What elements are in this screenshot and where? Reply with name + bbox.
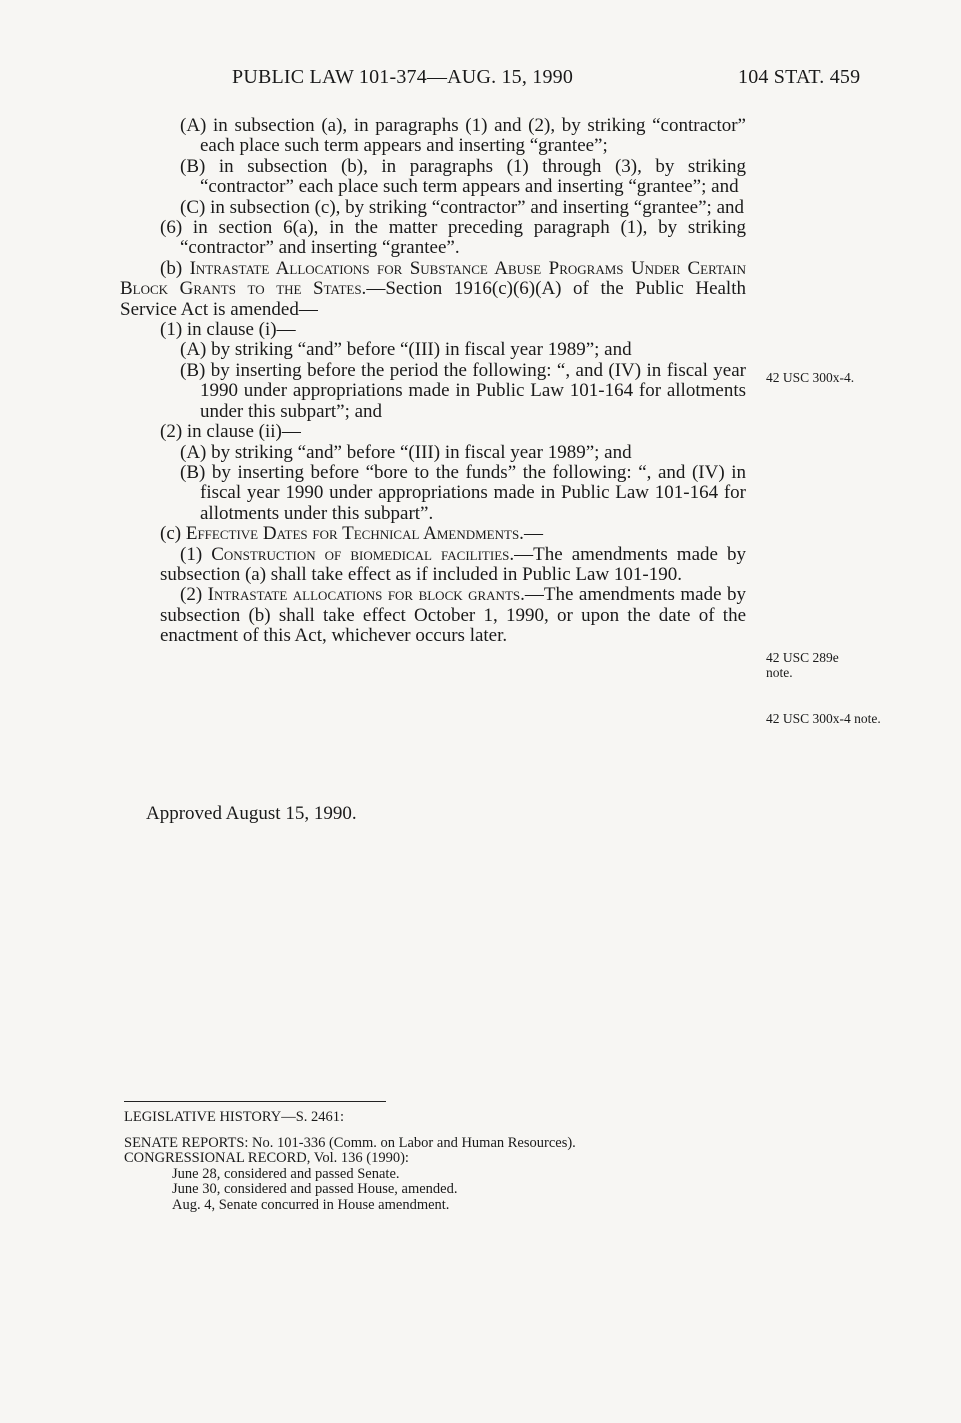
history-entry: June 30, considered and passed House, amended. (172, 1181, 458, 1197)
section-c-1-text: —The amendments made by subsection (a) shall take effect as if included in Public Law 101-190. (160, 543, 747, 585)
paragraph-A-subsection-a: (A) in subsection (a), in paragraphs (1) and (2), by striking “contractor” each place such term appears and inserting “grantee”; (180, 115, 746, 157)
clause-ii-A: (A) by striking “and” before “(III) in fiscal year 1989”; and (180, 441, 632, 463)
paragraph-B-subsection-b: (B) in subsection (b), in paragraphs (1) through (3), by striking “contractor” each place such term appears and inserting “grantee”; and (180, 155, 746, 198)
paragraph-6: (6) in section 6(a), in the matter preceding paragraph (1), by striking “contractor” and inserting “grantee”. (160, 217, 746, 259)
section-c-1 (120, 545, 746, 586)
clause-ii-B: (B) by inserting before “bore to the funds” the following: “, and (IV) in fiscal year 1990 under appropriations made in Public Law 101-164 for allotments under this subpart”. (180, 461, 746, 524)
section-c-prefix: (c) (160, 523, 186, 545)
approval-date: Approved August 15, 1990. (146, 803, 357, 824)
section-c-heading: Effective Dates for Technical Amendments. (185, 523, 524, 545)
section-c-2-prefix: (2) (180, 584, 208, 606)
section-c-2-text: —The amendments made by subsection (b) shall take effect October 1, 1990, or upon the date of the enactment of this Act, whichever occurs later. (160, 584, 747, 647)
section-b-prefix: (b) (160, 257, 190, 279)
page-number: 104 STAT. 459 (738, 66, 861, 88)
statute-body (120, 116, 746, 647)
section-c-2 (120, 585, 746, 646)
section-b (120, 259, 746, 320)
section-c-2-heading: Intrastate allocations for block grants. (207, 584, 525, 606)
senate-reports: SENATE REPORTS: No. 101-336 (Comm. on Labor and Human Resources). (124, 1134, 576, 1151)
legislative-history-title: LEGISLATIVE HISTORY—S. 2461: (124, 1109, 345, 1125)
margin-citation-1: 42 USC 300x-4. (766, 370, 855, 385)
section-c-1-heading: Construction of biomedical facilities. (211, 543, 515, 565)
congressional-record: CONGRESSIONAL RECORD, Vol. 136 (1990): (124, 1150, 409, 1166)
margin-citation-2: 42 USC 289e note. (766, 650, 839, 680)
clause-i: (1) in clause (i)— (160, 319, 296, 341)
section-b-heading: Intrastate Allocations for Substance Abuse Programs Under Certain Block Grants to the States. (120, 257, 746, 300)
section-c (120, 524, 746, 544)
clause-i-A: (A) by striking “and” before “(III) in fiscal year 1989”; and (180, 339, 632, 361)
paragraph-C-subsection-c: (C) in subsection (c), by striking “contractor” and inserting “grantee”; and (180, 196, 744, 218)
section-c-suffix: — (523, 523, 543, 545)
history-entry: June 28, considered and passed Senate. (172, 1165, 400, 1182)
clause-ii: (2) in clause (ii)— (160, 421, 301, 443)
history-entry: Aug. 4, Senate concurred in House amendment. (172, 1196, 450, 1213)
running-header-title: PUBLIC LAW 101-374—AUG. 15, 1990 (232, 66, 574, 88)
section-c-1-prefix: (1) (180, 543, 212, 565)
clause-i-B: (B) by inserting before the period the following: “, and (IV) in fiscal year 1990 under appropriations made in Public Law 101-164 for allotments under this subpart”; and (180, 359, 746, 422)
margin-citation-3: 42 USC 300x-4 note. (766, 711, 881, 726)
spacer (124, 1126, 744, 1136)
section-b-text: —Section 1916(c)(6)(A) of the Public Health Service Act is amended— (120, 278, 746, 320)
legislative-history (124, 1110, 744, 1213)
footnote-divider (124, 1101, 386, 1102)
